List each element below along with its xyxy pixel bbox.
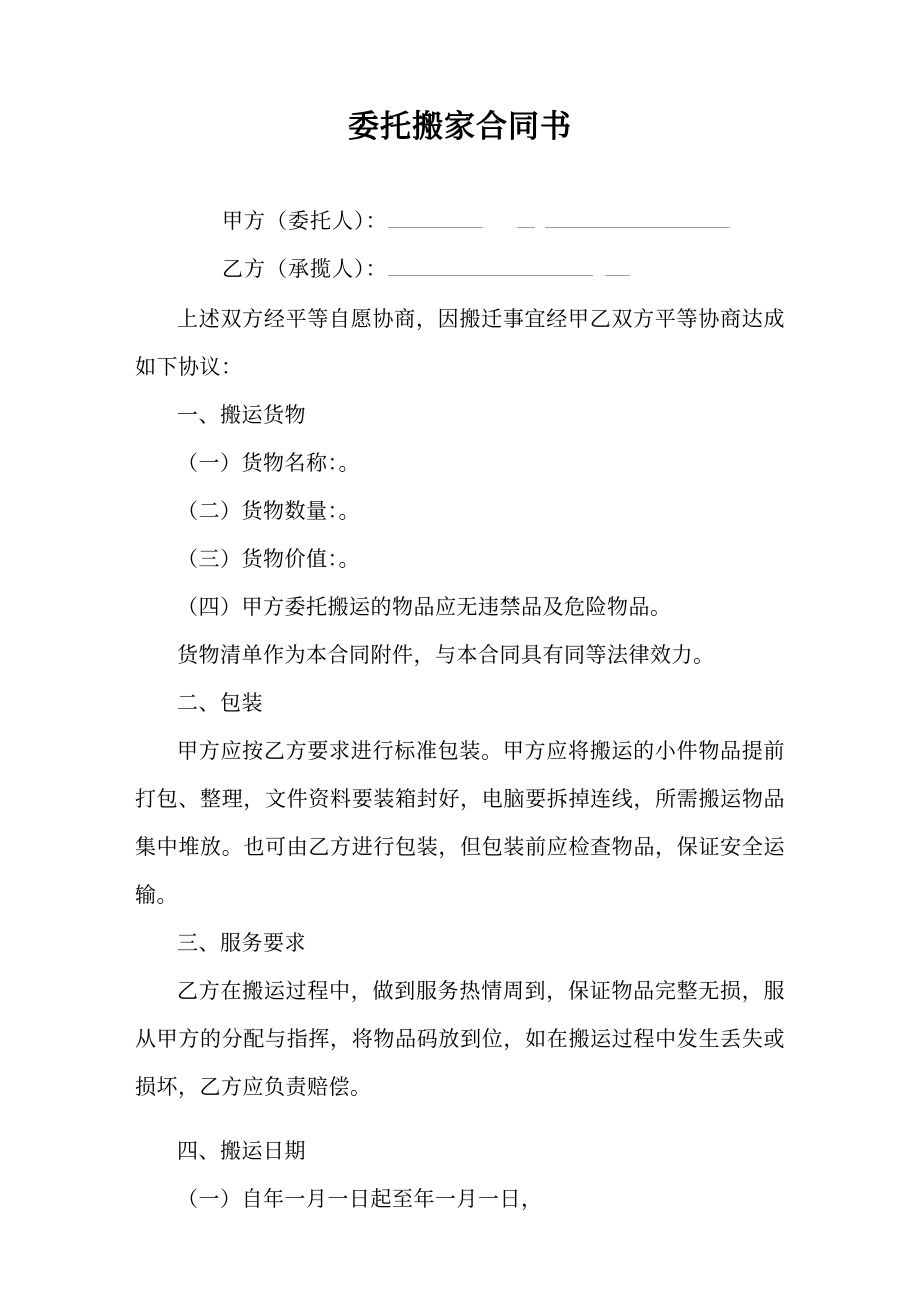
paragraph: （四）甲方委托搬运的物品应无违禁品及危险物品。 <box>177 595 672 620</box>
paragraph: 甲方应按乙方要求进行标准包装。甲方应将搬运的小件物品提前打包、整理，文件资料要装箱封好，电脑要拆掉连线，所需搬运物品集中堆放。也可由乙方进行包装，但包装前应检查物品，保证安全运输。 <box>135 739 785 908</box>
party-a-line <box>135 197 785 245</box>
paragraph: （三）货物价值：。 <box>177 547 360 572</box>
party-b-label: 乙方（承揽人）： <box>222 257 388 282</box>
paragraph: 上述双方经平等自愿协商，因搬迁事宜经甲乙双方平等协商达成如下协议： <box>135 307 785 380</box>
paragraph: 四、搬运日期 <box>177 1139 306 1164</box>
paragraph: 二、包装 <box>177 691 263 716</box>
paragraph: 乙方在搬运过程中，做到服务热情周到，保证物品完整无损，服从甲方的分配与指挥，将物品码放到位，如在搬运过程中发生丢失或损坏，乙方应负责赔偿。 <box>135 979 785 1100</box>
party-a-label: 甲方（委托人）： <box>222 209 388 234</box>
party-b-blank-2[interactable] <box>605 255 630 276</box>
party-b-line <box>135 245 785 293</box>
party-a-blank-3[interactable] <box>545 207 730 228</box>
paragraph: 一、搬运货物 <box>177 403 306 428</box>
document-body <box>135 295 785 1223</box>
party-b-blank-1[interactable] <box>388 255 593 276</box>
paragraph: 三、服务要求 <box>177 931 306 956</box>
paragraph: （一）自年一月一日起至年一月一日， <box>177 1187 543 1212</box>
party-a-blank-2[interactable] <box>517 207 535 228</box>
paragraph: 货物清单作为本合同附件，与本合同具有同等法律效力。 <box>177 643 715 668</box>
document-title: 委托搬家合同书 <box>348 109 572 144</box>
paragraph: （二）货物数量：。 <box>177 499 360 524</box>
party-a-blank-1[interactable] <box>388 207 483 228</box>
paragraph: （一）货物名称：。 <box>177 451 360 476</box>
